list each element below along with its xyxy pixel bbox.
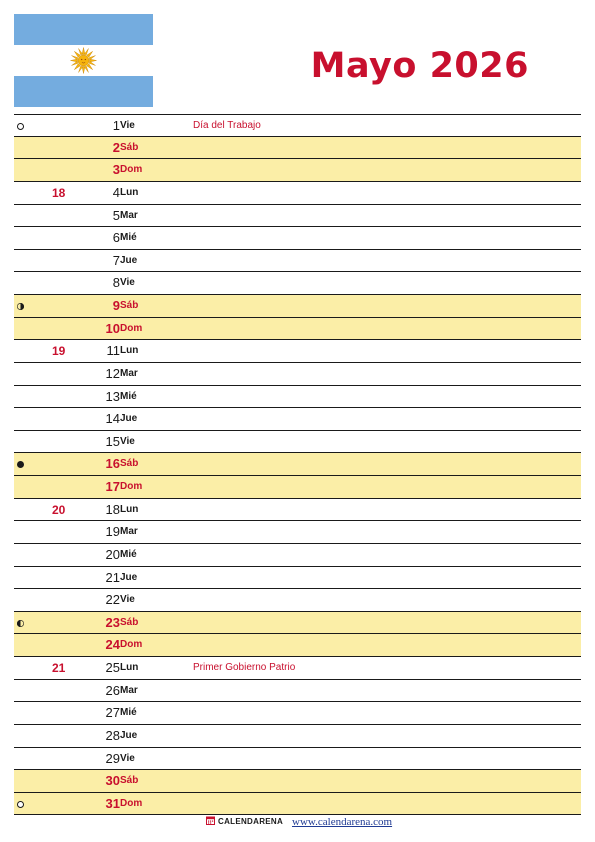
day-number: 18 — [105, 501, 120, 517]
day-number: 4 — [112, 184, 120, 200]
day-row — [14, 521, 581, 544]
weekday: Jue — [120, 254, 138, 266]
brand-name: CALENDARENA — [218, 817, 284, 826]
day-list — [14, 114, 581, 815]
day-row — [14, 137, 581, 160]
moon-full-icon — [17, 801, 24, 808]
weekday: Mar — [120, 367, 138, 379]
day-number: 11 — [106, 343, 120, 359]
day-row — [14, 205, 581, 228]
week-number: 20 — [52, 502, 66, 517]
day-number: 21 — [105, 569, 120, 585]
day-row — [14, 612, 581, 635]
day-row — [14, 408, 581, 431]
weekday: Mié — [120, 232, 137, 244]
day-row — [14, 634, 581, 657]
day-number: 27 — [105, 705, 120, 721]
day-row — [14, 318, 581, 341]
weekday: Mié — [120, 548, 137, 560]
day-number: 14 — [105, 411, 120, 427]
weekday: Vie — [120, 277, 135, 289]
holiday-label: Primer Gobierno Patrio — [193, 662, 296, 673]
day-number: 9 — [112, 298, 120, 313]
day-row — [14, 476, 581, 499]
day-row — [14, 250, 581, 273]
day-row — [14, 295, 581, 318]
holiday-label: Día del Trabajo — [193, 120, 261, 131]
weekday: Jue — [120, 729, 138, 741]
day-number: 8 — [112, 275, 120, 291]
weekday: Dom — [120, 481, 143, 492]
day-row — [14, 544, 581, 567]
weekday: Dom — [120, 164, 143, 176]
weekday: Vie — [120, 752, 135, 764]
weekday: Lun — [120, 503, 139, 515]
weekday: Sáb — [120, 141, 139, 153]
day-number: 31 — [105, 795, 120, 811]
day-number: 15 — [105, 433, 120, 449]
day-number: 7 — [112, 252, 120, 268]
day-row — [14, 680, 581, 703]
moon-first-quarter-icon — [17, 620, 24, 627]
sun-of-may-icon — [71, 48, 97, 74]
day-number: 5 — [112, 207, 120, 223]
day-row — [14, 272, 581, 295]
day-row — [14, 431, 581, 454]
weekday: Mié — [120, 390, 137, 402]
weekday: Vie — [120, 435, 135, 447]
day-row — [14, 182, 581, 205]
moon-last-quarter-icon — [17, 303, 24, 310]
weekday: Vie — [120, 120, 135, 131]
day-number: 28 — [105, 727, 120, 743]
website-link[interactable]: www.calendarena.com — [292, 816, 393, 828]
weekday: Dom — [120, 639, 143, 651]
day-row — [14, 386, 581, 409]
weekday: Lun — [120, 662, 139, 673]
weekday: Sáb — [120, 775, 139, 787]
weekday: Mar — [120, 209, 138, 221]
day-row — [14, 453, 581, 476]
day-number: 10 — [105, 320, 120, 336]
day-row — [14, 340, 581, 363]
day-number: 30 — [105, 773, 120, 789]
weekday: Dom — [120, 322, 143, 334]
day-number: 3 — [112, 162, 120, 178]
weekday: Mar — [120, 684, 138, 696]
footer — [0, 816, 595, 830]
week-number: 18 — [52, 185, 66, 200]
day-number: 29 — [105, 750, 120, 766]
day-number: 22 — [105, 592, 120, 608]
day-number: 26 — [105, 682, 120, 698]
day-row — [14, 770, 581, 793]
argentina-flag — [14, 14, 153, 107]
day-row — [14, 114, 581, 137]
year: 2026 — [429, 46, 529, 86]
weekday: Lun — [120, 186, 139, 198]
week-number: 21 — [52, 661, 66, 675]
day-number: 16 — [105, 456, 120, 472]
weekday: Lun — [120, 345, 139, 357]
day-row — [14, 657, 581, 680]
day-number: 1 — [112, 118, 120, 133]
day-number: 2 — [112, 139, 120, 155]
weekday: Dom — [120, 797, 143, 809]
day-row — [14, 702, 581, 725]
month-title — [311, 44, 529, 88]
weekday: Mar — [120, 526, 138, 538]
day-row — [14, 227, 581, 250]
day-number: 13 — [105, 388, 120, 404]
day-number: 19 — [105, 524, 120, 540]
calendar-icon — [206, 816, 215, 825]
weekday: Vie — [120, 594, 135, 606]
weekday: Jue — [120, 571, 138, 583]
weekday: Sáb — [120, 616, 139, 628]
day-row — [14, 567, 581, 590]
day-row — [14, 748, 581, 771]
weekday: Sáb — [120, 300, 139, 311]
day-row — [14, 793, 581, 816]
day-number: 17 — [105, 479, 120, 494]
weekday: Sáb — [120, 458, 139, 470]
month-name: Mayo — [310, 46, 417, 86]
moon-new-icon — [17, 461, 24, 468]
day-number: 20 — [105, 546, 120, 562]
day-row — [14, 159, 581, 182]
day-number: 12 — [105, 365, 120, 381]
day-row — [14, 499, 581, 522]
day-number: 6 — [112, 230, 120, 246]
day-row — [14, 589, 581, 612]
day-row — [14, 725, 581, 748]
moon-full-icon — [17, 123, 24, 130]
day-number: 24 — [105, 637, 120, 653]
week-number: 19 — [52, 344, 66, 359]
weekday: Mié — [120, 707, 137, 719]
weekday: Jue — [120, 413, 138, 425]
day-row — [14, 363, 581, 386]
day-number: 25 — [105, 660, 120, 675]
day-number: 23 — [105, 614, 120, 630]
